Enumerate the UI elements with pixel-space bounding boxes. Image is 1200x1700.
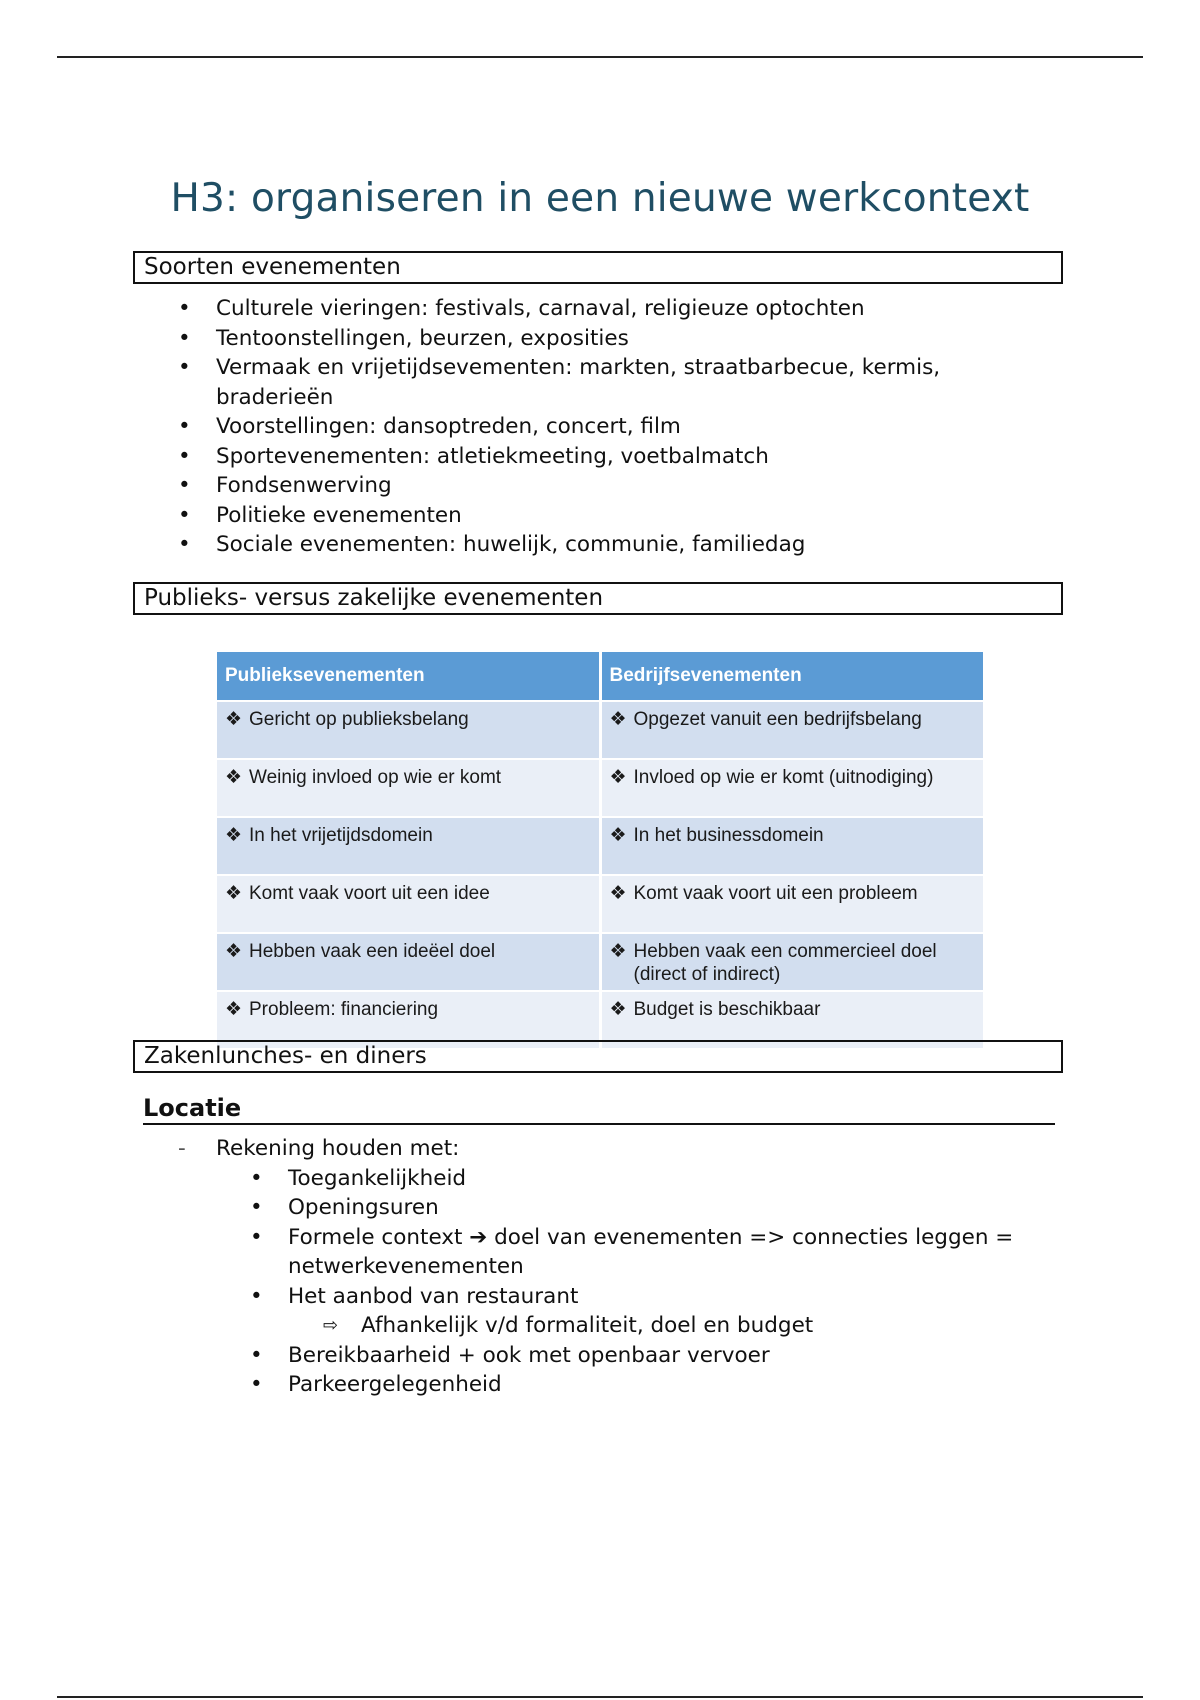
bullet-marker: • [250, 1372, 263, 1397]
cell-text: Komt vaak voort uit een probleem [633, 883, 918, 904]
page-title: H3: organiseren in een nieuwe werkcontext [170, 176, 1030, 221]
cell-text: Hebben vaak een ideëel doel [249, 941, 496, 962]
list-item [178, 471, 998, 501]
table-cell [600, 817, 983, 875]
diamond-bullet-icon: ❖ [225, 883, 243, 904]
table-cell [600, 875, 983, 933]
list-item [178, 1370, 1078, 1400]
bullet-marker: • [178, 532, 191, 557]
bullet-marker: • [250, 1342, 263, 1368]
diamond-bullet-icon: ❖ [609, 709, 627, 730]
table-cell [217, 817, 600, 875]
diamond-bullet-icon: ❖ [609, 999, 627, 1020]
list-item-text: Formele context ➔ doel van evenementen => connecties leggen = netwerkevenementen [288, 1224, 1014, 1279]
diamond-bullet-icon: ❖ [609, 941, 627, 962]
events-comparison-table [217, 652, 983, 1048]
bullet-marker: • [178, 443, 191, 469]
cell-text: Komt vaak voort uit een idee [249, 883, 490, 904]
cell-text: Probleem: financiering [249, 999, 439, 1020]
locatie-list [178, 1134, 1078, 1400]
diamond-bullet-icon: ❖ [225, 709, 243, 730]
table-row [217, 759, 983, 817]
cell-text: Hebben vaak een commercieel doel (direct of indirect) [633, 941, 937, 985]
diamond-bullet-icon: ❖ [225, 767, 243, 788]
list-item-text: Parkeergelegenheid [288, 1372, 502, 1397]
section-heading-publieks: Publieks- versus zakelijke evenementen [133, 582, 1063, 615]
list-item [178, 1223, 1078, 1282]
list-item-text: Vermaak en vrijetijdsevementen: markten, straatbarbecue, kermis, braderieën [216, 355, 941, 410]
table-cell [217, 933, 600, 991]
footer-rule [57, 1696, 1143, 1698]
cell-text: Gericht op publieksbelang [249, 709, 469, 730]
table-cell [217, 759, 600, 817]
list-item-text: Culturele vieringen: festivals, carnaval, religieuze optochten [216, 296, 865, 321]
bullet-marker: • [178, 473, 191, 498]
bullet-marker: • [178, 355, 191, 380]
diamond-bullet-icon: ❖ [609, 883, 627, 904]
list-item-text: Voorstellingen: dansoptreden, concert, film [216, 414, 681, 439]
list-item-text: Afhankelijk v/d formaliteit, doel en budget [361, 1313, 814, 1338]
table-cell [217, 701, 600, 759]
table-cell [600, 933, 983, 991]
diamond-bullet-icon: ❖ [225, 999, 243, 1020]
list-item-text: Rekening houden met: [216, 1136, 460, 1161]
table-cell [600, 759, 983, 817]
list-item-text: Sportevenementen: atletiekmeeting, voetbalmatch [216, 443, 769, 469]
subheading-locatie: Locatie [143, 1094, 242, 1122]
list-item [178, 1311, 1078, 1341]
list-item-text: Het aanbod van restaurant [288, 1283, 579, 1309]
table-row [217, 817, 983, 875]
list-item [178, 412, 998, 442]
dash-marker: - [178, 1136, 186, 1161]
bullet-marker: • [178, 502, 191, 528]
bullet-marker: • [250, 1195, 263, 1220]
table-cell [600, 701, 983, 759]
cell-text: Budget is beschikbaar [633, 999, 821, 1020]
list-item [178, 294, 998, 324]
section-heading-zakenlunches: Zakenlunches- en diners [133, 1040, 1063, 1073]
table-header-bedrijf: Bedrijfsevenementen [600, 652, 983, 701]
list-item [178, 353, 998, 412]
bullet-marker: • [250, 1283, 263, 1309]
list-item-text: Openingsuren [288, 1195, 439, 1220]
section-heading-soorten: Soorten evenementen [133, 251, 1063, 284]
header-rule [57, 56, 1143, 58]
list-item-text: Tentoonstellingen, beurzen, exposities [216, 325, 629, 351]
bullet-marker: • [178, 296, 191, 321]
cell-text: In het businessdomein [633, 825, 824, 846]
list-item-text: Sociale evenementen: huwelijk, communie, familiedag [216, 532, 806, 557]
list-item [178, 1341, 1078, 1371]
bullet-marker: • [250, 1224, 263, 1250]
table-row [217, 875, 983, 933]
list-item-text: Bereikbaarheid + ook met openbaar vervoer [288, 1342, 770, 1368]
soorten-list [178, 294, 998, 560]
cell-text: Invloed op wie er komt (uitnodiging) [633, 767, 934, 788]
diamond-bullet-icon: ❖ [609, 767, 627, 788]
cell-text: Opgezet vanuit een bedrijfsbelang [633, 709, 922, 730]
subheading-rule [143, 1123, 1055, 1125]
table-header-publiek: Publieksevenementen [217, 652, 600, 701]
list-item [178, 1134, 1078, 1164]
table-cell [217, 875, 600, 933]
list-item-text: Fondsenwerving [216, 473, 392, 498]
diamond-bullet-icon: ❖ [609, 825, 627, 846]
diamond-bullet-icon: ❖ [225, 825, 243, 846]
list-item [178, 501, 998, 531]
bullet-marker: • [178, 414, 191, 439]
bullet-marker: • [178, 325, 191, 351]
list-item [178, 1193, 1078, 1223]
list-item [178, 1282, 1078, 1312]
list-item [178, 442, 998, 472]
arrow-bullet-icon: ⇨ [323, 1315, 339, 1336]
cell-text: Weinig invloed op wie er komt [249, 767, 502, 788]
table-row [217, 933, 983, 991]
table-row [217, 701, 983, 759]
cell-text: In het vrijetijdsdomein [249, 825, 433, 846]
list-item-text: Toegankelijkheid [288, 1165, 467, 1191]
list-item-text: Politieke evenementen [216, 502, 462, 528]
list-item [178, 530, 998, 560]
bullet-marker: • [250, 1165, 263, 1191]
diamond-bullet-icon: ❖ [225, 941, 243, 962]
table-header-row [217, 652, 983, 701]
list-item [178, 1164, 1078, 1194]
list-item [178, 324, 998, 354]
